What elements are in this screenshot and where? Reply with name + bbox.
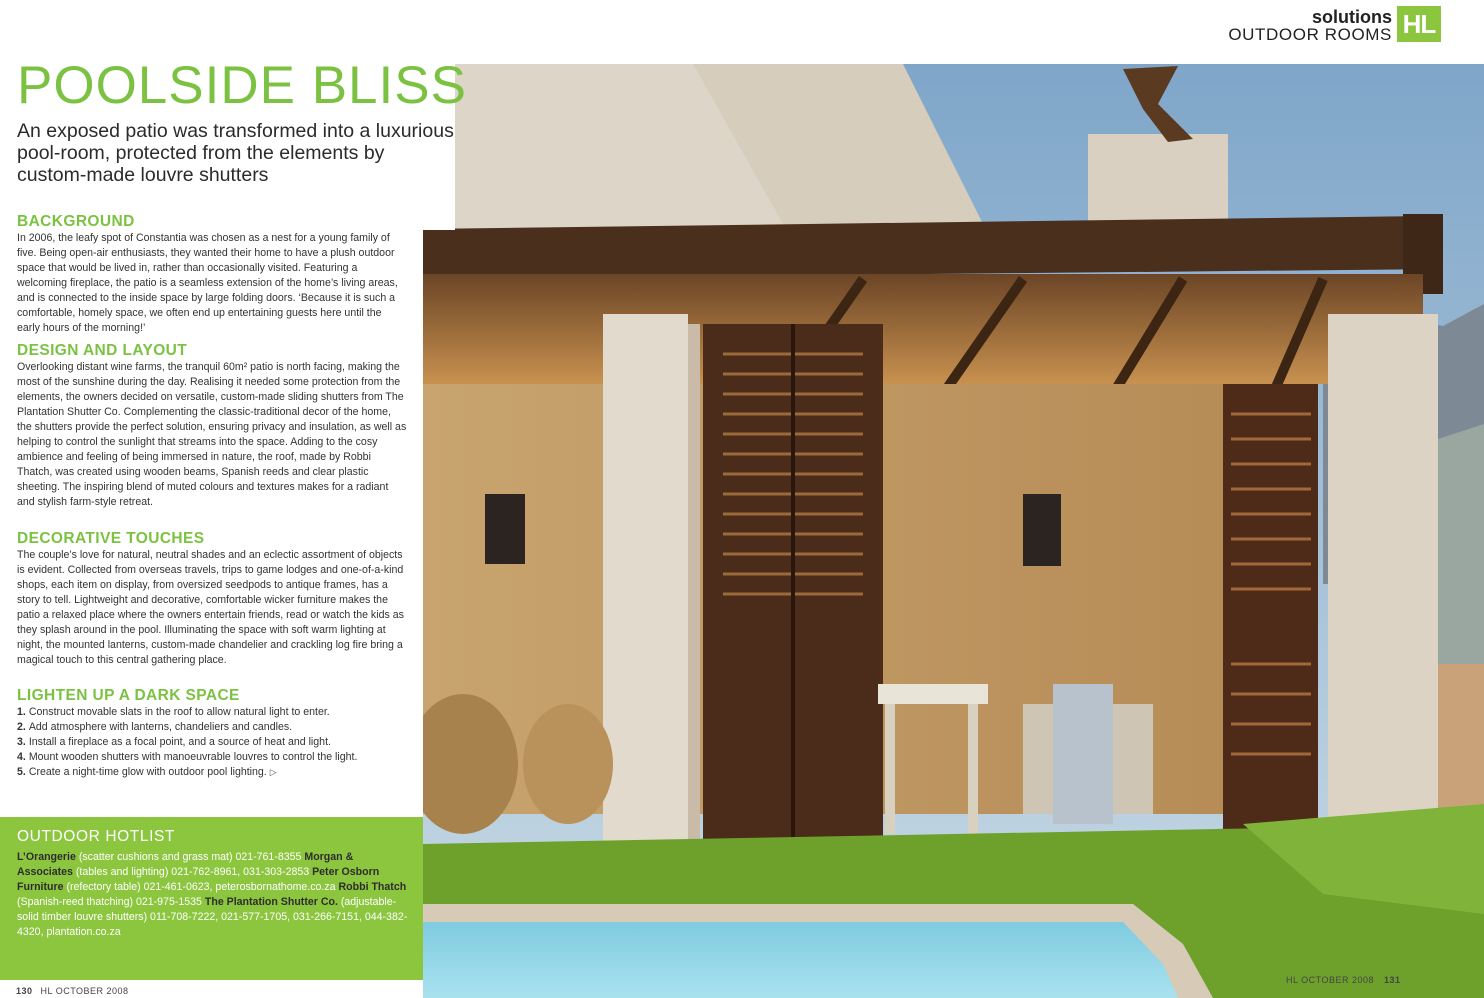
section-tag [1200, 8, 1392, 44]
section-heading: LIGHTEN UP A DARK SPACE [17, 687, 240, 704]
list-item [17, 765, 407, 780]
section-body: In 2006, the leafy spot of Constantia was chosen as a nest for a young family of five. Being open-air enthusiasts, they wanted their home to have a plush outdoor space that would be lived in, rather than occasionally visited. Featuring a welcoming fireplace, the patio is a seamless extension of the home’s living areas, and is connected to the inside space by large folding doors. ‘Because it is such a comfortable, homely space, we often end up entertaining guests here until the early hours of the morning!’ [17, 232, 398, 334]
page-number: 131 [1384, 975, 1401, 985]
outdoor-hotlist [0, 817, 423, 980]
list-item [17, 750, 407, 765]
page-number: 130 [16, 986, 33, 996]
folio-left [16, 986, 129, 996]
hotlist-text [17, 850, 409, 940]
supplier-name: Robbi Thatch [338, 881, 407, 893]
tip-number: 2. [17, 721, 26, 733]
tip-number: 1. [17, 706, 26, 718]
tip-text: Install a fireplace as a focal point, and a source of heat and light. [28, 736, 331, 748]
supplier-detail: (Spanish-reed thatching) 021-975-1535 [17, 896, 205, 908]
tip-number: 3. [17, 736, 26, 748]
tips-list [17, 705, 407, 780]
section-title: OUTDOOR ROOMS [1228, 25, 1392, 44]
section-decorative-touches [17, 530, 407, 668]
section-body: The couple’s love for natural, neutral shades and an eclectic assortment of objects is evident. Collected from overseas travels, trips to game lodges and one-of-a-kind shops, each item on display, from oversized seedpods to antique frames, has a story to tell. Lightweight and decorative, comfortable wicker furniture makes the patio a relaxed place where the owners entertain friends, read or watch the kids as they splash around in the pool. Illuminating the space with soft warm lighting at night, the mounted lanterns, custom-made chandelier and crackling log fire bring a magical touch to this central gathering place. [17, 549, 404, 666]
section-body: Overlooking distant wine farms, the tranquil 60m² patio is north facing, making the most of the sunshine during the day. Realising it needed some protection from the elements, the owners decided on versatile, custom-made sliding shutters from The Plantation Shutter Co. Complementing the classic-traditional decor of the home, the shutters provide the perfect solution, ensuring privacy and insulation, as well as helping to control the sunlight that streams into the space. Adding to the cosy ambience and feeling of being immersed in nature, the roof, made by Robbi Thatch, was created using wooden beams, Spanish reeds and clear plastic sheeting. The inspiring blend of muted colours and textures makes for a radiant and stylish farm-style retreat. [17, 361, 407, 508]
tip-text: Add atmosphere with lanterns, chandeliers and candles. [28, 721, 293, 733]
supplier-detail: (tables and lighting) 021-762-8961, 031-303-2853 [72, 866, 313, 878]
patio-photo [423, 64, 1484, 998]
section-heading: DECORATIVE TOUCHES [17, 530, 205, 547]
supplier-detail: (scatter cushions and grass mat) 021-761-8355 [75, 851, 305, 863]
article-title: POOLSIDE BLISS [17, 56, 467, 115]
article-deck: An exposed patio was transformed into a luxurious pool-room, protected from the elements by custom-made louvre shutters [17, 120, 454, 186]
hl-logo: HL [1397, 6, 1441, 42]
list-item [17, 705, 407, 720]
tip-number: 4. [17, 751, 26, 763]
supplier-detail: (refectory table) 021-461-0623, peterosbornathome.co.za [63, 881, 339, 893]
title-panel [0, 0, 455, 230]
list-item [17, 720, 407, 735]
list-item [17, 735, 407, 750]
supplier-name: Morgan & Associates [17, 851, 354, 878]
section-heading: BACKGROUND [17, 213, 135, 230]
hotlist-heading: OUTDOOR HOTLIST [17, 828, 175, 845]
issue-label: HL OCTOBER 2008 [40, 986, 129, 996]
section-heading: DESIGN AND LAYOUT [17, 342, 188, 359]
tip-text: Create a night-time glow with outdoor pool lighting. [28, 766, 267, 778]
section-label: solutions [1312, 7, 1392, 27]
section-design-layout [17, 342, 407, 510]
section-background [17, 213, 407, 336]
folio-right [1286, 975, 1401, 985]
tip-text: Mount wooden shutters with manoeuvrable louvres to control the light. [28, 751, 358, 763]
end-mark-icon: ▷ [269, 767, 277, 777]
supplier-name: L’Orangerie [17, 851, 76, 863]
supplier-name: The Plantation Shutter Co. [204, 896, 338, 908]
supplier-detail: (adjustable-solid timber louvre shutters) 011-708-7222, 021-577-1705, 031-266-7151, 044-382-4320, plantation.co.za [17, 896, 408, 938]
section-tips [17, 687, 407, 780]
tip-number: 5. [17, 766, 26, 778]
supplier-name: Peter Osborn Furniture [17, 866, 380, 893]
tip-text: Construct movable slats in the roof to allow natural light to enter. [28, 706, 330, 718]
issue-label: HL OCTOBER 2008 [1286, 975, 1375, 985]
